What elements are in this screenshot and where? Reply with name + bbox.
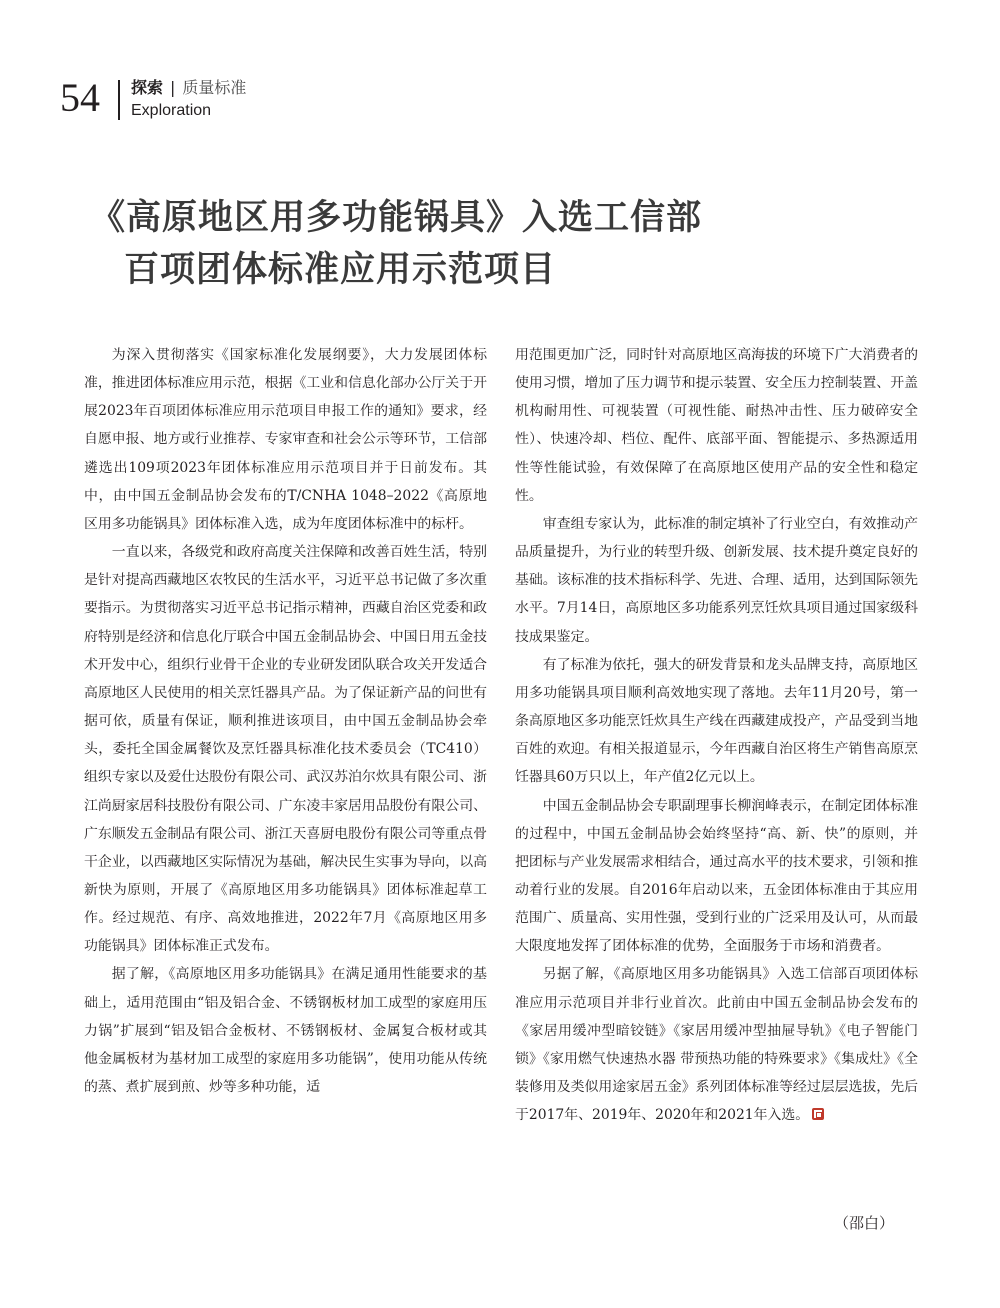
paragraph: 有了标准为依托，强大的研发背景和龙头品牌支持，高原地区用多功能锅具项目顺利高效地实现了落地。去年11月20号，第一条高原地区多功能烹饪炊具生产线在西藏建成投产，产品受到当地百姓的欢迎。有相关报道显示，今年西藏自治区将生产销售高原烹饪器具60万只以上，年产值2亿元以上。 bbox=[515, 656, 918, 786]
page-number: 54 bbox=[60, 75, 100, 120]
end-of-article-icon bbox=[812, 1108, 824, 1120]
right-column bbox=[515, 341, 918, 1129]
paragraph: 审查组专家认为，此标准的制定填补了行业空白，有效推动产品质量提升，为行业的转型升级、创新发展、技术提升奠定良好的基础。该标准的技术指标科学、先进、合理、适用，达到国际领先水平。7月14日，高原地区多功能系列烹饪炊具项目通过国家级科技成果鉴定。 bbox=[515, 515, 918, 645]
paragraph: 为深入贯彻落实《国家标准化发展纲要》，大力发展团体标准，推进团体标准应用示范，根据《工业和信息化部办公厅关于开展2023年百项团体标准应用示范项目申报工作的通知》要求，经自愿申报、地方或行业推荐、专家审查和社会公示等环节，工信部遴选出109项2023年团体标准应用示范项目并于日前发布。其中，由中国五金制品协会发布的T/CNHA 1048–2022《高原地区用多功能锅具》团体标准入选，成为年度团体标准中的标杆。 bbox=[84, 347, 487, 532]
paragraph: 据了解，《高原地区用多功能锅具》在满足通用性能要求的基础上，适用范围由“铝及铝合金、不锈钢板材加工成型的家庭用压力锅”扩展到“铝及铝合金板材、不锈钢板材、金属复合板材或其他金属板材为基材加工成型的家庭用多功能锅”，使用功能从传统的蒸、煮扩展到煎、炒等多种功能，适 bbox=[84, 966, 487, 1096]
section-name-english: Exploration bbox=[131, 102, 212, 119]
final-paragraph-text: 另据了解，《高原地区用多功能锅具》入选工信部百项团体标准应用示范项目并非行业首次。此前由中国五金制品协会发布的《家居用缓冲型暗铰链》《家居用缓冲型抽屉导轨》《电子智能门锁》《家用燃气快速热水器 带预热功能的特殊要求》《集成灶》《全装修用及类似用途家居五金》系列团体标准等经过层层选拔，先后于2017年、2019年、2020年和2021年入选。 bbox=[515, 966, 918, 1124]
left-column bbox=[84, 341, 487, 1101]
author-byline: （邵白） bbox=[833, 1214, 894, 1232]
article-title-line-1: 《高原地区用多功能锅具》入选工信部 bbox=[90, 198, 703, 238]
section-separator: | bbox=[170, 78, 176, 97]
paragraph-continuation: 用范围更加广泛，同时针对高原地区高海拔的环境下广大消费者的使用习惯，增加了压力调节和提示装置、安全压力控制装置、开盖机构耐用性、可视装置（可视性能、耐热冲击性、压力破碎安全性）、快速冷却、档位、配件、底部平面、智能提示、多热源适用性等性能试验，有效保障了在高原地区使用产品的安全性和稳定性。 bbox=[515, 347, 918, 504]
subsection-name: 质量标准 bbox=[182, 78, 247, 97]
section-name: 探索 bbox=[131, 78, 164, 97]
article-title-line-2: 百项团体标准应用示范项目 bbox=[124, 250, 557, 290]
paragraph: 一直以来，各级党和政府高度关注保障和改善百姓生活，特别是针对提高西藏地区农牧民的生活水平，习近平总书记做了多次重要指示。为贯彻落实习近平总书记指示精神，西藏自治区党委和政府特别是经济和信息化厅联合中国五金制品协会、中国日用五金技术开发中心，组织行业骨干企业的专业研发团队联合攻关开发适合高原地区人民使用的相关烹饪器具产品。为了保证新产品的问世有据可依，质量有保证，顺利推进该项目，由中国五金制品协会牵头，委托全国金属餐饮及烹饪器具标准化技术委员会（TC410）组织专家以及爱仕达股份有限公司、武汉苏泊尔炊具有限公司、浙江尚厨家居科技股份有限公司、广东凌丰家居用品股份有限公司、广东顺发五金制品有限公司、浙江天喜厨电股份有限公司等重点骨干企业，以西藏地区实际情况为基础，解决民生实事为导向，以高新快为原则，开展了《高原地区用多功能锅具》团体标准起草工作。经过规范、有序、高效地推进，2022年7月《高原地区用多功能锅具》团体标准正式发布。 bbox=[84, 544, 487, 955]
paragraph: 中国五金制品协会专职副理事长柳润峰表示，在制定团体标准的过程中，中国五金制品协会始终坚持“高、新、快”的原则，并把团标与产业发展需求相结合，通过高水平的技术要求，引领和推动着行业的发展。自2016年启动以来，五金团体标准由于其应用范围广、质量高、实用性强，受到行业的广泛采用及认可，从而最大限度地发挥了团体标准的优势，全面服务于市场和消费者。 bbox=[515, 797, 918, 955]
article-title bbox=[90, 192, 702, 296]
header-divider bbox=[118, 80, 120, 120]
section-line bbox=[131, 78, 246, 98]
final-paragraph bbox=[515, 960, 918, 1129]
